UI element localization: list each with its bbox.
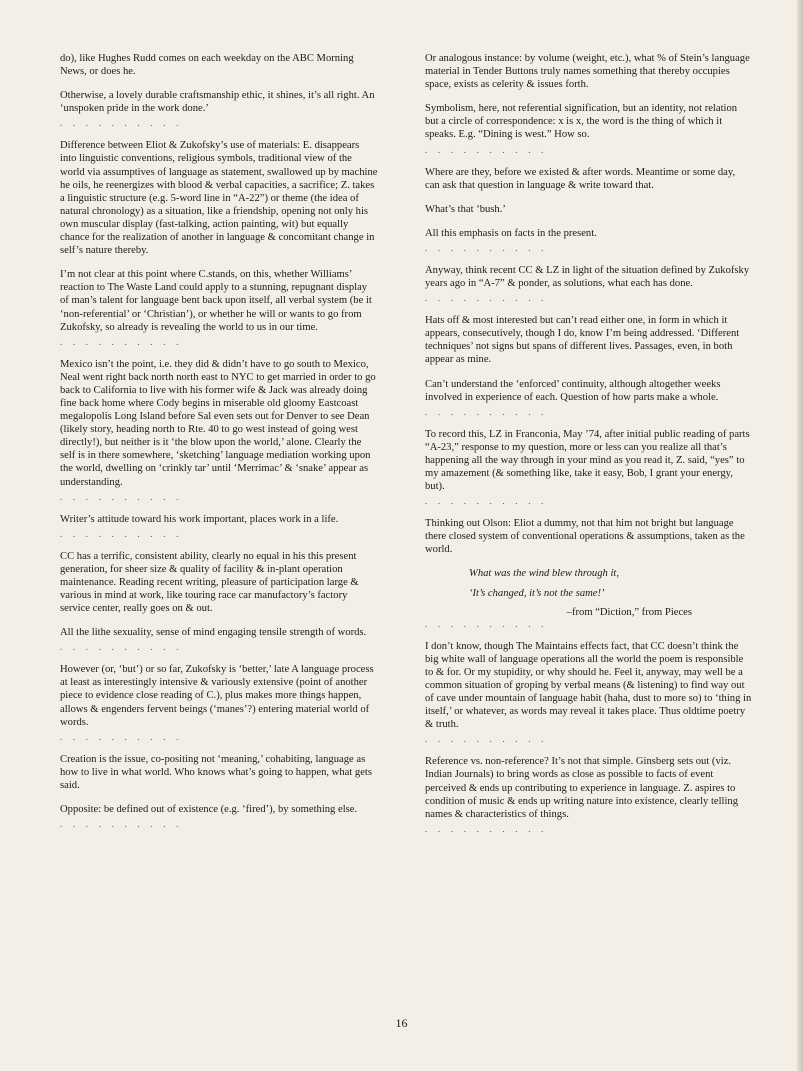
paragraph: CC has a terrific, consistent ability, clearly no equal in his this present generation, for sheer size & quality of facility & in-plant operation maintenance. Reading recent writing, pleasure of participation large & various in mind at work, like touring race car manufactory’s factory service center, really goes on & out. (60, 550, 359, 615)
page-edge-shadow (797, 0, 803, 1071)
quoted-line: ‘It’s changed, it’s not the same!’ (469, 587, 605, 599)
section-separator-dots: . . . . . . . . . . (60, 118, 183, 129)
section-separator-dots: . . . . . . . . . . (425, 242, 548, 253)
paragraph: Writer’s attitude toward his work important, places work in a life. (60, 513, 339, 525)
section-separator-dots: . . . . . . . . . . (60, 731, 183, 742)
section-separator-dots: . . . . . . . . . . (60, 491, 183, 502)
quote-attribution: –from “Diction,” from Pieces (566, 606, 692, 618)
paragraph: However (or, ‘but’) or so far, Zukofsky is ‘better,’ late A language process at least as interestingly intensive & variously extensive (point of another piece to evidence close reading of C.), plus makes more things happen, allows & engenders fervent beings (‘manes’?) entering material world of words. (60, 664, 374, 728)
section-separator-dots: . . . . . . . . . . (425, 823, 548, 834)
paragraph: Creation is the issue, co-positing not ‘meaning,’ cohabiting, language as how to live in what world. Who knows what’s going to happen, what gets said. (60, 753, 372, 791)
paragraph: All this emphasis on facts in the present. (425, 227, 597, 239)
paragraph: Can’t understand the ‘enforced’ continuity, although altogether weeks involved in experience of each. Question of how parts make a whole. (425, 378, 721, 403)
section-separator-dots: . . . . . . . . . . (425, 496, 548, 507)
page-number: 16 (395, 1016, 408, 1030)
paragraph: do), like Hughes Rudd comes on each weekday on the ABC Morning News, or does he. (60, 53, 354, 78)
section-separator-dots: . . . . . . . . . . (60, 642, 183, 653)
paragraph: I don’t know, though The Maintains effects fact, that CC doesn’t think the big white wall of language operations all the world the poem is responsible to & for. Or my stupidity, or why should he. Feel it, anyway, may well be a common situation of groping by verbal means (& listening) to find way out of cave under mountain of language habit (haha, dust to more so) to ‘thing in itself,’ or whatever, as words may reveal it takes place. Thus oldtime poetry & truth. (425, 640, 752, 731)
paragraph: Reference vs. non-reference? It’s not that simple. Ginsberg sets out (viz. Indian Journals) to bring words as close as possible to facts of event perceived & ends up contributing to experience in language. Z. aspires to condition of music & ends up writing nature into existence, clearly telling names & characteristics of things. (425, 756, 739, 820)
paragraph: Mexico isn’t the point, i.e. they did & didn’t have to go south to Mexico, Neal went right back north north east to NYC to get married in order to go back to California to live with his former wife & Jack was already doing fine back home where Cody begins in miserable old gloomy Eastcoast megalopolis Long Island before Sal even sets out for Denver to see Dean (likely story, heading north to Rte. 40 to go west instead of going west directly!), but neither is it ‘the blow upon the world,’ alone. Clearly the self is in there somewhere, ‘sketching’ language mediation working upon the world, dwelling on ‘crinkly tar’ until ‘Merrimac’ & ‘snake’ appear as understanding. (60, 358, 376, 488)
section-separator-dots: . . . . . . . . . . (425, 144, 548, 155)
section-separator-dots: . . . . . . . . . . (425, 734, 548, 745)
paragraph: Thinking out Olson: Eliot a dummy, not that him not bright but language there closed system of conventional operations & assumptions, taken as the world. (425, 518, 745, 556)
right-column (425, 52, 752, 845)
paragraph: I’m not clear at this point where C.stands, on this, whether Williams’ reaction to The Waste Land could apply to a stunning, repugnant display of man’s talent for language bent back upon itself, all verbal system (be it ‘non-referential’ or ‘Christian’), or whether he will or wants to go from Zukofsky, so already is revealing the world to us in our time. (60, 269, 372, 333)
paragraph: Symbolism, here, not referential signification, but an identity, not relation but a circle of correspondence: x is x, the word is the thing of which it speaks. E.g. “Dining is west.” How so. (425, 103, 738, 141)
paragraph: Where are they, before we existed & after words. Meantime or some day, can ask that question in language & write toward that. (425, 166, 736, 191)
section-separator-dots: . . . . . . . . . . (60, 336, 183, 347)
paragraph: Otherwise, a lovely durable craftsmanship ethic, it shines, it’s all right. An ‘unspoken pride in the work done.’ (60, 90, 375, 115)
paragraph: To record this, LZ in Franconia, May ’74, after initial public reading of parts “A-23,” response to my question, more or less can you realize all that’s happening all the way through in your mind as you read it, Z. said, “yes” to my amazement (& something like, take it easy, Bob, I grant your energy, but). (425, 428, 750, 493)
paragraph: What’s that ‘bush.’ (425, 203, 506, 215)
section-separator-dots: . . . . . . . . . . (425, 406, 548, 417)
section-separator-dots: . . . . . . . . . . (60, 819, 183, 830)
paragraph: Difference between Eliot & Zukofsky’s use of materials: E. disappears into linguistic conventions, religious symbols, traditional view of the world via assumptives of language as statement, swallowed up by machine he oils, he reenergizes with blood & verbal capacities, a sacrifice; Z. takes a linguistic structure (e.g. 5-word line in “A-22”) or theme (the idea of natural chronology) as a situation, like a friendship, opening not only his own muscular display (fast-talking, action painting, wit) but equally chance for the realization of another in language & concomitant change in self’s nature thereby. (60, 140, 378, 257)
paragraph: Anyway, think recent CC & LZ in light of the situation defined by Zukofsky years ago in “A-7” & ponder, as solutions, what each has done. (425, 264, 750, 290)
paragraph: Or analogous instance: by volume (weight, etc.), what % of Stein’s language material in Tender Buttons truly names something that thereby occupies space, exists as celerity & issues forth. (425, 53, 750, 91)
section-separator-dots: . . . . . . . . . . (60, 528, 183, 539)
quoted-line: What was the wind blew through it, (469, 568, 619, 580)
paragraph: All the lithe sexuality, sense of mind engaging tensile strength of words. (60, 627, 367, 639)
section-separator-dots: . . . . . . . . . . (425, 293, 548, 304)
section-separator-dots: . . . . . . . . . . (425, 618, 548, 629)
paragraph: Hats off & most interested but can’t read either one, in form in which it appears, consecutively, though I do, know I’m being addressed. ‘Different techniques’ not signs but spans of different lives. Passages, even, in both appear as mine. (425, 315, 740, 366)
paragraph: Opposite: be defined out of existence (e.g. ‘fired’), by something else. (60, 804, 358, 816)
left-column (60, 52, 378, 840)
